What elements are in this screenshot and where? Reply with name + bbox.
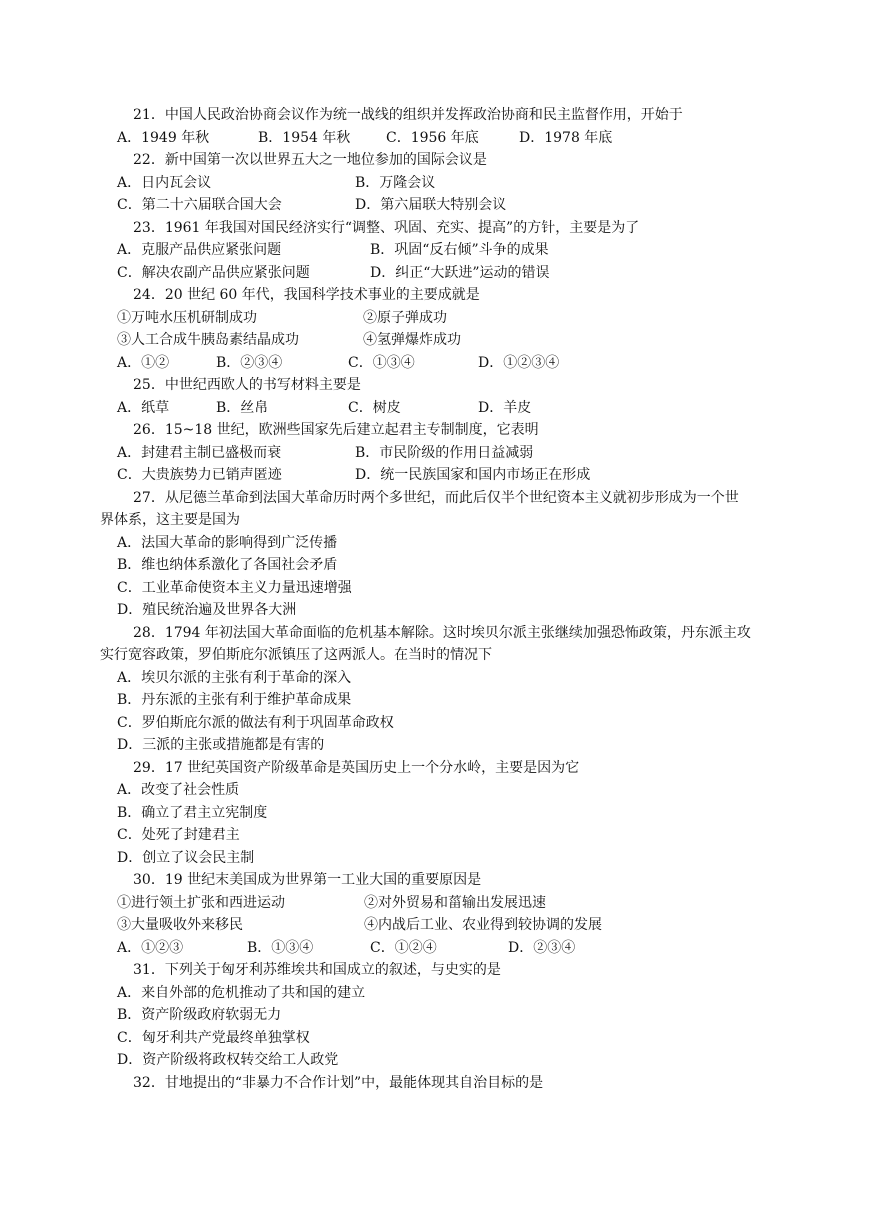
question-29-option-c bbox=[0, 824, 869, 847]
question-28-stem bbox=[0, 622, 869, 645]
question-text: 25．中世纪西欧人的书写材料主要是 bbox=[133, 377, 361, 393]
option-d: D．创立了议会民主制 bbox=[117, 849, 255, 866]
question-21-options bbox=[0, 127, 869, 150]
question-29-option-b bbox=[0, 802, 869, 825]
question-text: 29．17 世纪英国资产阶级革命是英国历史上一个分水岭，主要是因为它 bbox=[133, 759, 580, 776]
question-30-options bbox=[0, 937, 869, 960]
option-d: D．纠正“大跃进”运动的错误 bbox=[370, 264, 550, 281]
option-d: D．资产阶级将政权转交给工人政党 bbox=[117, 1052, 339, 1068]
question-text: 实行宽容政策，罗伯斯庇尔派镇压了这两派人。在当时的情况下 bbox=[100, 647, 492, 663]
option-c: C．①③④ bbox=[348, 354, 415, 371]
option-b: B．②③④ bbox=[216, 354, 283, 371]
option-b: B．市民阶级的作用日益减弱 bbox=[355, 444, 534, 461]
option-b: B．巩固“反右倾”斗争的成果 bbox=[370, 242, 549, 258]
option-c: C．匈牙利共产党最终单独掌权 bbox=[117, 1029, 310, 1046]
question-27-option-b bbox=[0, 554, 869, 577]
item-1: ①万吨水压机研制成功 bbox=[117, 309, 257, 326]
question-26-options-row2 bbox=[0, 464, 869, 487]
question-31-option-d bbox=[0, 1049, 869, 1072]
question-23-options-row2 bbox=[0, 262, 869, 285]
option-c: C．处死了封建君主 bbox=[117, 827, 240, 843]
question-26-options-row1 bbox=[0, 442, 869, 465]
question-23-stem bbox=[0, 217, 869, 240]
question-text: 27．从尼德兰革命到法国大革命历时两个多世纪，而此后仅半个世纪资本主义就初步形成为一个世 bbox=[133, 489, 739, 506]
exam-page bbox=[0, 104, 869, 1094]
question-31-option-b bbox=[0, 1004, 869, 1027]
option-a: A．①② bbox=[117, 354, 170, 371]
option-b: B．确立了君主立宪制度 bbox=[117, 804, 268, 821]
question-29-stem bbox=[0, 757, 869, 780]
option-b: B．1954 年秋 bbox=[258, 129, 351, 146]
question-28-option-d bbox=[0, 734, 869, 757]
option-b: B．丝帛 bbox=[216, 399, 269, 416]
question-31-option-a bbox=[0, 982, 869, 1005]
question-text: 32．甘地提出的“非暴力不合作计划”中，最能体现其自治目标的是 bbox=[133, 1074, 544, 1091]
question-32-stem bbox=[0, 1072, 869, 1095]
item-3: ③大量吸收外来移民 bbox=[117, 917, 243, 933]
question-26-stem bbox=[0, 419, 869, 442]
question-28-option-c bbox=[0, 712, 869, 735]
question-27-stem bbox=[0, 487, 869, 510]
option-d: D．1978 年底 bbox=[519, 129, 613, 146]
option-d: D．①②③④ bbox=[478, 354, 560, 371]
question-28-option-b bbox=[0, 689, 869, 712]
item-2: ②原子弹成功 bbox=[363, 309, 447, 326]
option-c: C．第二十六届联合国大会 bbox=[117, 197, 282, 213]
question-24-stem bbox=[0, 284, 869, 307]
question-text: 23．1961 年我国对国民经济实行“调整、巩固、充实、提高”的方针，主要是为了 bbox=[133, 219, 640, 236]
option-d: D．殖民统治遍及世界各大洲 bbox=[117, 602, 297, 618]
question-30-items-row1 bbox=[0, 892, 869, 915]
question-text: 21．中国人民政治协商会议作为统一战线的组织并发挥政治协商和民主监督作用，开始于 bbox=[133, 107, 683, 123]
item-4: ④氢弹爆炸成功 bbox=[363, 332, 461, 348]
option-b: B．①③④ bbox=[247, 939, 314, 956]
question-24-options bbox=[0, 352, 869, 375]
question-25-stem bbox=[0, 374, 869, 397]
question-22-stem bbox=[0, 149, 869, 172]
question-23-options-row1 bbox=[0, 239, 869, 262]
question-30-items-row2 bbox=[0, 914, 869, 937]
option-b: B．维也纳体系激化了各国社会矛盾 bbox=[117, 557, 338, 573]
option-a: A．纸草 bbox=[117, 399, 170, 416]
item-3: ③人工合成牛胰岛素结晶成功 bbox=[117, 332, 299, 348]
option-a: A．改变了社会性质 bbox=[117, 782, 240, 798]
option-a: A．埃贝尔派的主张有利于革命的深入 bbox=[117, 669, 352, 686]
option-a: A．1949 年秋 bbox=[117, 129, 210, 146]
item-2: ②对外贸易和菑输出发展迅速 bbox=[364, 894, 546, 911]
option-b: B．资产阶级政府软弱无力 bbox=[117, 1007, 282, 1023]
option-d: D．第六届联大特别会议 bbox=[355, 197, 507, 213]
question-27-option-d bbox=[0, 599, 869, 622]
question-text: 22．新中国第一次以世界五大之一地位参加的国际会议是 bbox=[133, 152, 487, 168]
option-a: A．封建君主制已盛极而衰 bbox=[117, 444, 282, 461]
question-text: 30．19 世纪末美国成为世界第一工业大国的重要原因是 bbox=[133, 872, 482, 888]
question-text: 28．1794 年初法国大革命面临的危机基本解除。这时埃贝尔派主张继续加强恐怖政策，丹东派主攻 bbox=[133, 624, 751, 641]
option-d: D．统一民族国家和国内市场正在形成 bbox=[355, 467, 591, 483]
question-31-stem bbox=[0, 959, 869, 982]
question-28-stem-cont bbox=[0, 644, 869, 667]
question-text: 31．下列关于匈牙利苏维埃共和国成立的叙述，与史实的是 bbox=[133, 962, 501, 978]
question-31-option-c bbox=[0, 1027, 869, 1050]
option-a: A．来自外部的危机推动了共和国的建立 bbox=[117, 984, 366, 1001]
question-29-option-a bbox=[0, 779, 869, 802]
question-text: 界体系，这主要是国为 bbox=[100, 512, 240, 528]
question-27-option-a bbox=[0, 532, 869, 555]
option-c: C．树皮 bbox=[348, 399, 401, 416]
question-24-items-row1 bbox=[0, 307, 869, 330]
question-22-options-row2 bbox=[0, 194, 869, 217]
option-b: B．万隆会议 bbox=[355, 174, 436, 191]
question-28-option-a bbox=[0, 667, 869, 690]
option-a: A．法国大革命的影响得到广泛传播 bbox=[117, 534, 338, 551]
option-c: C．①②④ bbox=[370, 939, 437, 956]
question-27-stem-cont bbox=[0, 509, 869, 532]
question-25-options bbox=[0, 397, 869, 420]
question-30-stem bbox=[0, 869, 869, 892]
option-d: D．②③④ bbox=[508, 939, 576, 956]
option-a: A．日内瓦会议 bbox=[117, 174, 212, 191]
option-c: C．工业革命使资本主义力量迅速增强 bbox=[117, 579, 352, 596]
option-b: B．丹东派的主张有利于维护革命成果 bbox=[117, 692, 352, 708]
option-c: C．1956 年底 bbox=[386, 129, 479, 146]
option-c: C．大贵族势力已销声匿迹 bbox=[117, 467, 282, 483]
question-text: 24．20 世纪 60 年代，我国科学技术事业的主要成就是 bbox=[133, 287, 480, 303]
question-27-option-c bbox=[0, 577, 869, 600]
option-a: A．①②③ bbox=[117, 939, 184, 956]
question-29-option-d bbox=[0, 847, 869, 870]
question-21-stem bbox=[0, 104, 869, 127]
question-24-items-row2 bbox=[0, 329, 869, 352]
option-a: A．克服产品供应紧张问题 bbox=[117, 242, 282, 258]
question-22-options-row1 bbox=[0, 172, 869, 195]
item-4: ④内战后工业、农业得到较协调的发展 bbox=[364, 917, 602, 933]
item-1: ①进行领土扩张和西进运动 bbox=[117, 894, 285, 911]
option-d: D．三派的主张或措施都是有害的 bbox=[117, 737, 325, 753]
option-c: C．罗伯斯庇尔派的做法有利于巩固革命政权 bbox=[117, 714, 394, 731]
option-c: C．解决农副产品供应紧张问题 bbox=[117, 264, 310, 281]
option-d: D．羊皮 bbox=[478, 399, 532, 416]
question-text: 26．15~18 世纪，欧洲些国家先后建立起君主专制制度，它表明 bbox=[133, 422, 539, 438]
